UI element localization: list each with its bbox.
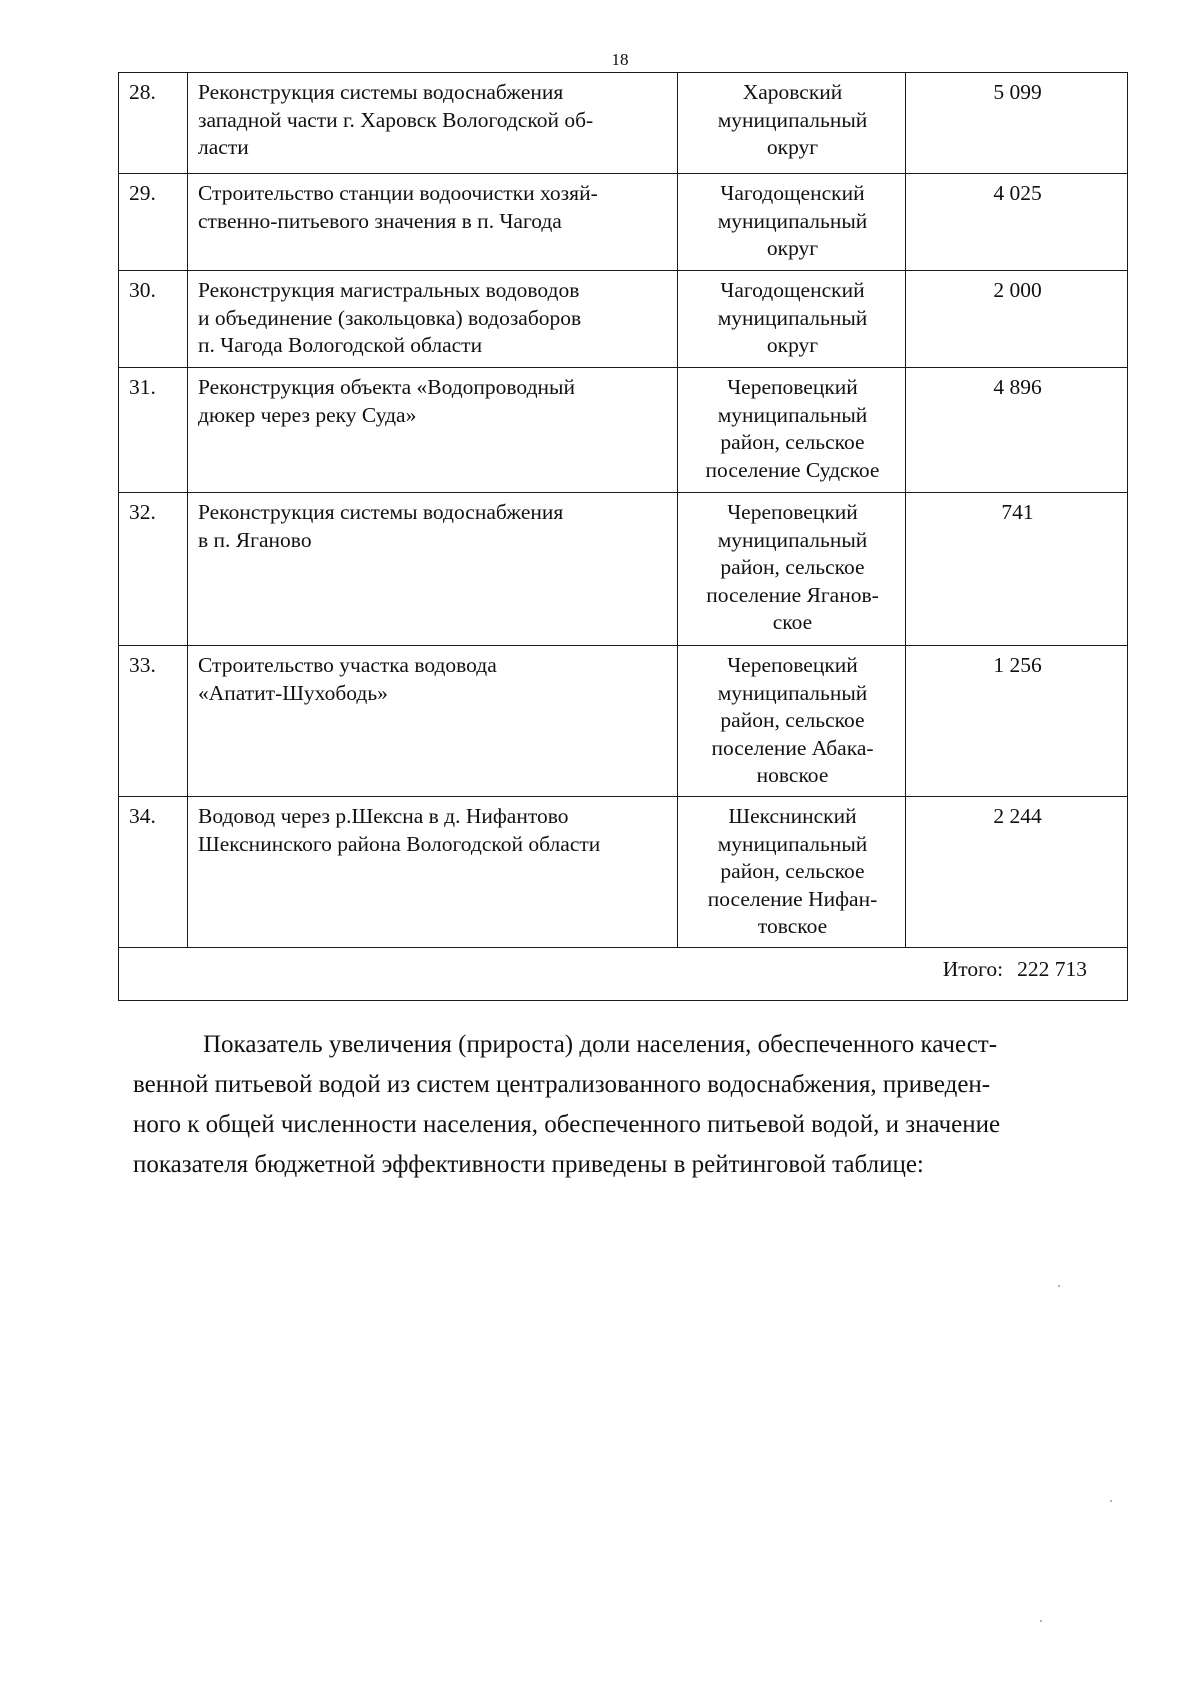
row-number: 32. bbox=[119, 493, 188, 646]
page-number: 18 bbox=[611, 50, 629, 69]
total-label: Итого: bbox=[942, 957, 1004, 981]
row-number: 29. bbox=[119, 174, 188, 271]
total-value: 222 713 bbox=[1017, 957, 1087, 981]
body-paragraph: Показатель увеличения (прироста) доли населения, обеспеченного качест- венной питьевой водой из систем централизованного водоснабжения, приведен- ного к общей численности населения, обеспеченного питьевой водой, и значение показателя бюджетной эффективности приведены в рейтинговой таблице: bbox=[133, 1031, 1001, 1178]
row-number: 34. bbox=[119, 797, 188, 948]
row-number: 28. bbox=[119, 73, 188, 174]
project-name: Строительство участка водовода «Апатит-Шухободь» bbox=[188, 646, 678, 797]
total-row bbox=[119, 948, 1128, 1001]
scan-speck bbox=[1110, 1500, 1112, 1502]
scan-speck bbox=[1040, 1620, 1042, 1622]
municipality: Череповецкий муниципальный район, сельское поселение Абака- новское bbox=[678, 646, 906, 797]
table-row bbox=[119, 797, 1128, 948]
amount: 5 099 bbox=[906, 73, 1128, 174]
amount: 2 244 bbox=[906, 797, 1128, 948]
municipality: Чагодощенский муниципальный округ bbox=[678, 271, 906, 368]
project-name: Реконструкция объекта «Водопроводный дюкер через реку Суда» bbox=[188, 368, 678, 493]
total-cell bbox=[119, 948, 1128, 1001]
municipality: Череповецкий муниципальный район, сельское поселение Судское bbox=[678, 368, 906, 493]
table-row bbox=[119, 368, 1128, 493]
table-row bbox=[119, 493, 1128, 646]
amount: 1 256 bbox=[906, 646, 1128, 797]
project-name: Реконструкция системы водоснабжения западной части г. Харовск Вологодской об- ласти bbox=[188, 73, 678, 174]
amount: 2 000 bbox=[906, 271, 1128, 368]
table-row bbox=[119, 271, 1128, 368]
municipality: Чагодощенский муниципальный округ bbox=[678, 174, 906, 271]
row-number: 31. bbox=[119, 368, 188, 493]
projects-table bbox=[118, 72, 1128, 1001]
table-row bbox=[119, 646, 1128, 797]
project-name: Водовод через р.Шексна в д. Нифантово Шекснинского района Вологодской области bbox=[188, 797, 678, 948]
amount: 741 bbox=[906, 493, 1128, 646]
project-name: Реконструкция системы водоснабжения в п. Ягановo bbox=[188, 493, 678, 646]
municipality: Харовский муниципальный округ bbox=[678, 73, 906, 174]
municipality: Череповецкий муниципальный район, сельское поселение Яганов- ское bbox=[678, 493, 906, 646]
project-name: Реконструкция магистральных водоводов и объединение (закольцовка) водозаборов п. Чагода Вологодской области bbox=[188, 271, 678, 368]
row-number: 33. bbox=[119, 646, 188, 797]
municipality: Шекснинский муниципальный район, сельское поселение Нифан- товское bbox=[678, 797, 906, 948]
row-number: 30. bbox=[119, 271, 188, 368]
amount: 4 896 bbox=[906, 368, 1128, 493]
table-row bbox=[119, 73, 1128, 174]
table-row bbox=[119, 174, 1128, 271]
scan-speck bbox=[1058, 1285, 1060, 1287]
amount: 4 025 bbox=[906, 174, 1128, 271]
project-name: Строительство станции водоочистки хозяй- ственно-питьевого значения в п. Чагода bbox=[188, 174, 678, 271]
